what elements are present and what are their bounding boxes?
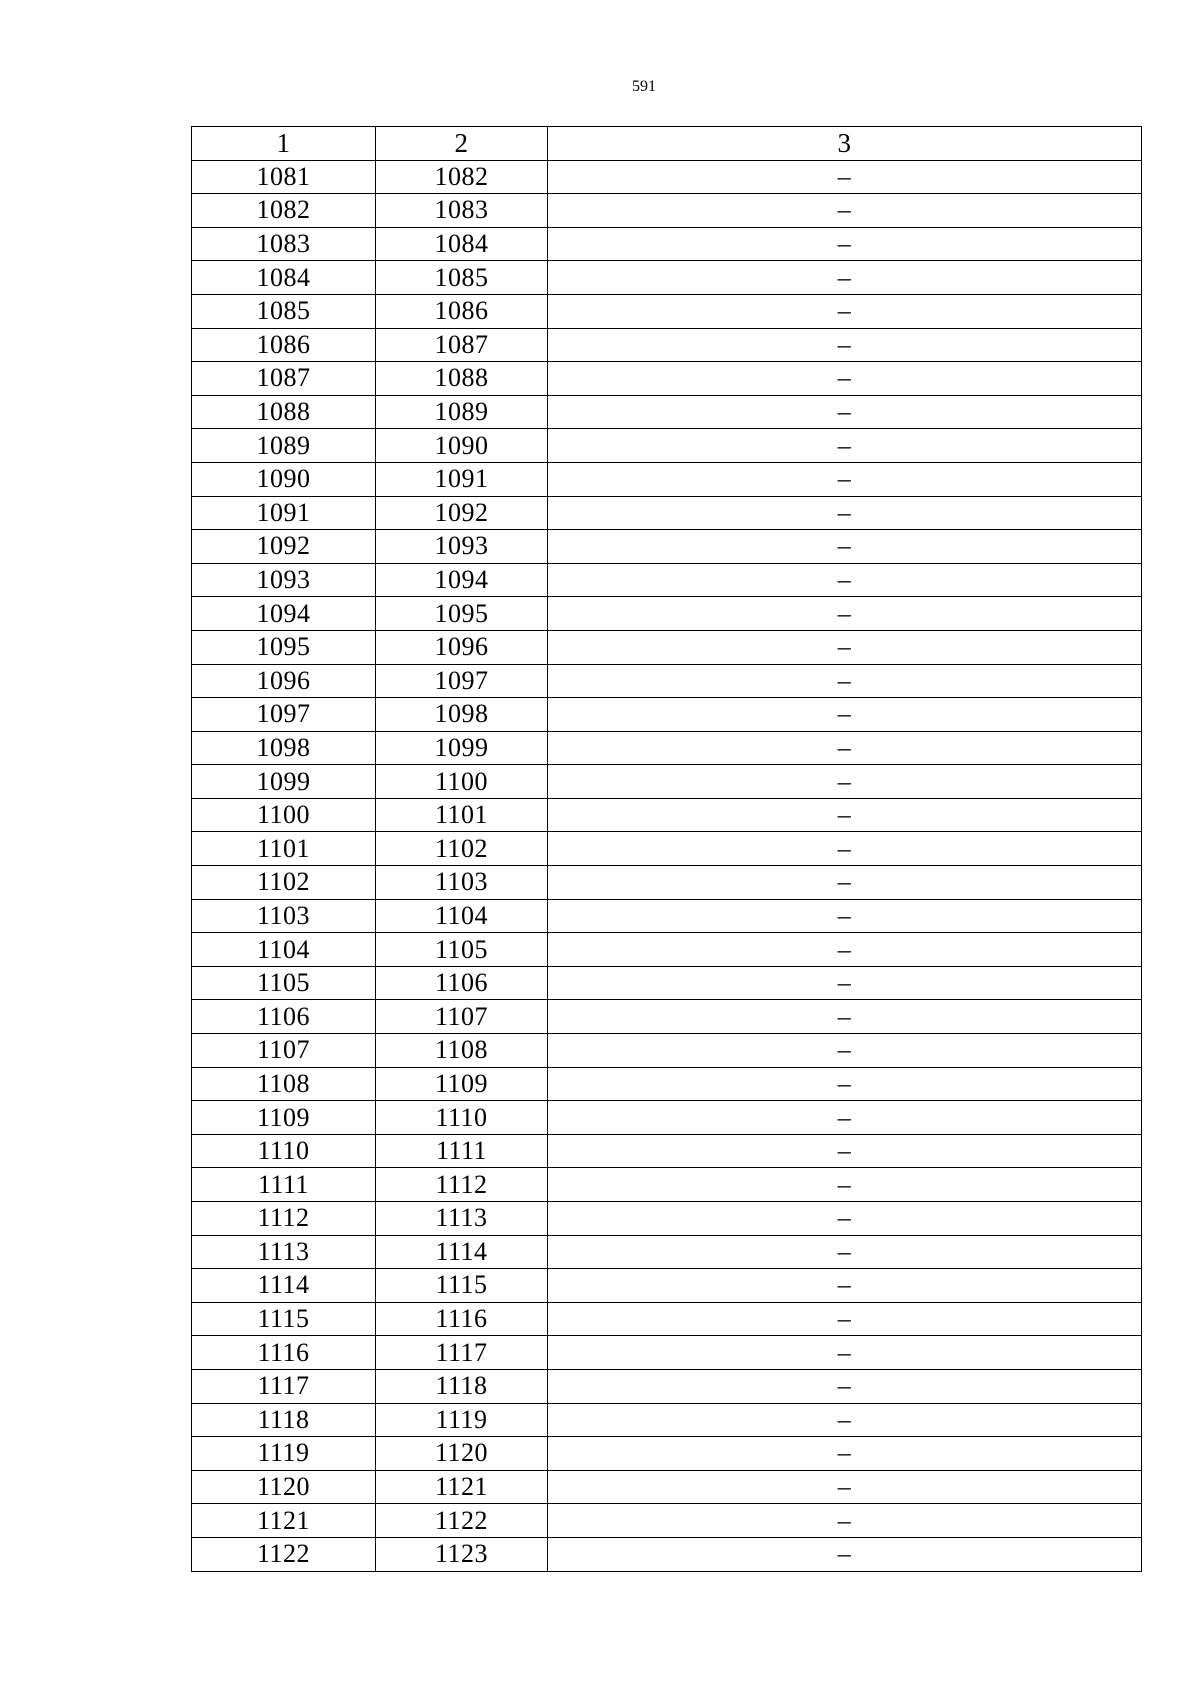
table-row [192,1537,1142,1571]
table-cell-col-1: 1082 [192,194,376,228]
table-row [192,1437,1142,1471]
table-cell-col-1: 1112 [192,1202,376,1236]
table-cell-col-1: 1118 [192,1403,376,1437]
table-cell-col-2: 1086 [376,294,548,328]
table-header-row [192,127,1142,161]
table-cell-col-1: 1104 [192,933,376,967]
table-cell-col-2: 1083 [376,194,548,228]
table-cell-col-2: 1084 [376,227,548,261]
table-cell-col-3: – [548,1470,1142,1504]
table-cell-col-2: 1123 [376,1537,548,1571]
table-cell-col-1: 1120 [192,1470,376,1504]
table-cell-col-1: 1119 [192,1437,376,1471]
table-row [192,597,1142,631]
table-cell-col-3: – [548,698,1142,732]
table-cell-col-3: – [548,261,1142,295]
table-cell-col-1: 1101 [192,832,376,866]
table-cell-col-1: 1093 [192,563,376,597]
table-cell-col-3: – [548,933,1142,967]
table-body [192,160,1142,1571]
table-cell-col-1: 1096 [192,664,376,698]
table-cell-col-2: 1100 [376,765,548,799]
table-cell-col-1: 1095 [192,630,376,664]
table-cell-col-2: 1089 [376,395,548,429]
table-row [192,630,1142,664]
table-cell-col-1: 1081 [192,160,376,194]
table-cell-col-3: – [548,362,1142,396]
table-cell-col-1: 1088 [192,395,376,429]
column-header-1: 1 [192,127,376,161]
table-row [192,362,1142,396]
table-cell-col-1: 1122 [192,1537,376,1571]
table-row [192,765,1142,799]
table-cell-col-2: 1119 [376,1403,548,1437]
table-cell-col-3: – [548,597,1142,631]
table-cell-col-3: – [548,1269,1142,1303]
table-cell-col-2: 1090 [376,429,548,463]
table-cell-col-3: – [548,899,1142,933]
table-row [192,966,1142,1000]
table-row [192,395,1142,429]
table-cell-col-1: 1084 [192,261,376,295]
table-cell-col-2: 1108 [376,1034,548,1068]
table-cell-col-2: 1107 [376,1000,548,1034]
table-cell-col-1: 1103 [192,899,376,933]
table-cell-col-2: 1085 [376,261,548,295]
table-cell-col-2: 1110 [376,1101,548,1135]
table-cell-col-3: – [548,1336,1142,1370]
table-cell-col-1: 1086 [192,328,376,362]
table-row [192,194,1142,228]
table-cell-col-3: – [548,832,1142,866]
table-cell-col-1: 1110 [192,1134,376,1168]
table-cell-col-3: – [548,798,1142,832]
table-cell-col-3: – [548,1134,1142,1168]
table-row [192,1336,1142,1370]
table-cell-col-2: 1118 [376,1369,548,1403]
table-cell-col-2: 1092 [376,496,548,530]
table-row [192,798,1142,832]
table-cell-col-3: – [548,630,1142,664]
table-cell-col-1: 1094 [192,597,376,631]
table-cell-col-1: 1105 [192,966,376,1000]
table-cell-col-1: 1083 [192,227,376,261]
table-row [192,530,1142,564]
table-cell-col-2: 1096 [376,630,548,664]
table-row [192,866,1142,900]
table-cell-col-3: – [548,530,1142,564]
table-row [192,429,1142,463]
table-cell-col-3: – [548,1067,1142,1101]
table-cell-col-2: 1091 [376,462,548,496]
table-row [192,731,1142,765]
table-row [192,1470,1142,1504]
table-cell-col-2: 1082 [376,160,548,194]
table-cell-col-2: 1093 [376,530,548,564]
table-row [192,261,1142,295]
table-cell-col-3: – [548,1403,1142,1437]
table-row [192,1000,1142,1034]
table-cell-col-2: 1113 [376,1202,548,1236]
table-cell-col-3: – [548,1235,1142,1269]
column-header-2: 2 [376,127,548,161]
table-cell-col-1: 1108 [192,1067,376,1101]
table-cell-col-1: 1115 [192,1302,376,1336]
table-cell-col-2: 1099 [376,731,548,765]
table-cell-col-2: 1106 [376,966,548,1000]
table-row [192,1034,1142,1068]
table-row [192,698,1142,732]
table-cell-col-3: – [548,1101,1142,1135]
table-cell-col-3: – [548,395,1142,429]
table-row [192,933,1142,967]
table-cell-col-1: 1090 [192,462,376,496]
table-cell-col-3: – [548,1437,1142,1471]
table-cell-col-3: – [548,664,1142,698]
table-cell-col-2: 1095 [376,597,548,631]
table-cell-col-2: 1115 [376,1269,548,1303]
table-cell-col-2: 1098 [376,698,548,732]
table-cell-col-1: 1116 [192,1336,376,1370]
table-cell-col-1: 1089 [192,429,376,463]
table-cell-col-3: – [548,462,1142,496]
table-cell-col-3: – [548,294,1142,328]
table-row [192,1403,1142,1437]
table-cell-col-1: 1097 [192,698,376,732]
column-header-3: 3 [548,127,1142,161]
table-cell-col-3: – [548,328,1142,362]
table-cell-col-2: 1122 [376,1504,548,1538]
table-cell-col-2: 1103 [376,866,548,900]
table-cell-col-1: 1087 [192,362,376,396]
table-cell-col-3: – [548,1202,1142,1236]
table-cell-col-3: – [548,966,1142,1000]
table-row [192,1067,1142,1101]
table-row [192,328,1142,362]
table-cell-col-3: – [548,194,1142,228]
data-table [191,126,1142,1572]
table-cell-col-2: 1102 [376,832,548,866]
page-number: 591 [632,78,656,95]
table-cell-col-3: – [548,1537,1142,1571]
table-cell-col-1: 1091 [192,496,376,530]
table-row [192,664,1142,698]
table-row [192,1269,1142,1303]
table-row [192,294,1142,328]
table-cell-col-2: 1087 [376,328,548,362]
table-row [192,1101,1142,1135]
table-cell-col-1: 1107 [192,1034,376,1068]
table-cell-col-3: – [548,1504,1142,1538]
table-cell-col-2: 1112 [376,1168,548,1202]
table-row [192,1302,1142,1336]
table-cell-col-1: 1102 [192,866,376,900]
table-row [192,563,1142,597]
table-row [192,462,1142,496]
table-cell-col-2: 1121 [376,1470,548,1504]
table-cell-col-1: 1100 [192,798,376,832]
table-row [192,1134,1142,1168]
table-cell-col-1: 1114 [192,1269,376,1303]
table-cell-col-1: 1117 [192,1369,376,1403]
table-cell-col-3: – [548,563,1142,597]
table-cell-col-1: 1099 [192,765,376,799]
table-row [192,227,1142,261]
table-row [192,1369,1142,1403]
table-cell-col-3: – [548,1000,1142,1034]
table-cell-col-3: – [548,765,1142,799]
table-cell-col-2: 1109 [376,1067,548,1101]
table-cell-col-3: – [548,866,1142,900]
table-cell-col-3: – [548,731,1142,765]
table-cell-col-1: 1106 [192,1000,376,1034]
table-cell-col-1: 1109 [192,1101,376,1135]
table-row [192,160,1142,194]
table-cell-col-2: 1094 [376,563,548,597]
table-cell-col-2: 1101 [376,798,548,832]
table-cell-col-1: 1085 [192,294,376,328]
table-cell-col-2: 1097 [376,664,548,698]
table-cell-col-3: – [548,160,1142,194]
table-cell-col-2: 1104 [376,899,548,933]
table-cell-col-1: 1098 [192,731,376,765]
table-cell-col-1: 1121 [192,1504,376,1538]
table-cell-col-1: 1092 [192,530,376,564]
table-cell-col-3: – [548,429,1142,463]
table-cell-col-1: 1113 [192,1235,376,1269]
table-row [192,1504,1142,1538]
table-cell-col-2: 1088 [376,362,548,396]
table-cell-col-2: 1116 [376,1302,548,1336]
table-cell-col-3: – [548,496,1142,530]
table-cell-col-3: – [548,1369,1142,1403]
table-row [192,1235,1142,1269]
table-cell-col-2: 1114 [376,1235,548,1269]
table-row [192,1202,1142,1236]
table-cell-col-3: – [548,1302,1142,1336]
table-cell-col-3: – [548,227,1142,261]
table-cell-col-3: – [548,1034,1142,1068]
table-cell-col-2: 1105 [376,933,548,967]
table-cell-col-1: 1111 [192,1168,376,1202]
table-row [192,832,1142,866]
table-row [192,496,1142,530]
table-row [192,1168,1142,1202]
table-cell-col-2: 1120 [376,1437,548,1471]
table-row [192,899,1142,933]
table-cell-col-3: – [548,1168,1142,1202]
table-cell-col-2: 1111 [376,1134,548,1168]
table-cell-col-2: 1117 [376,1336,548,1370]
